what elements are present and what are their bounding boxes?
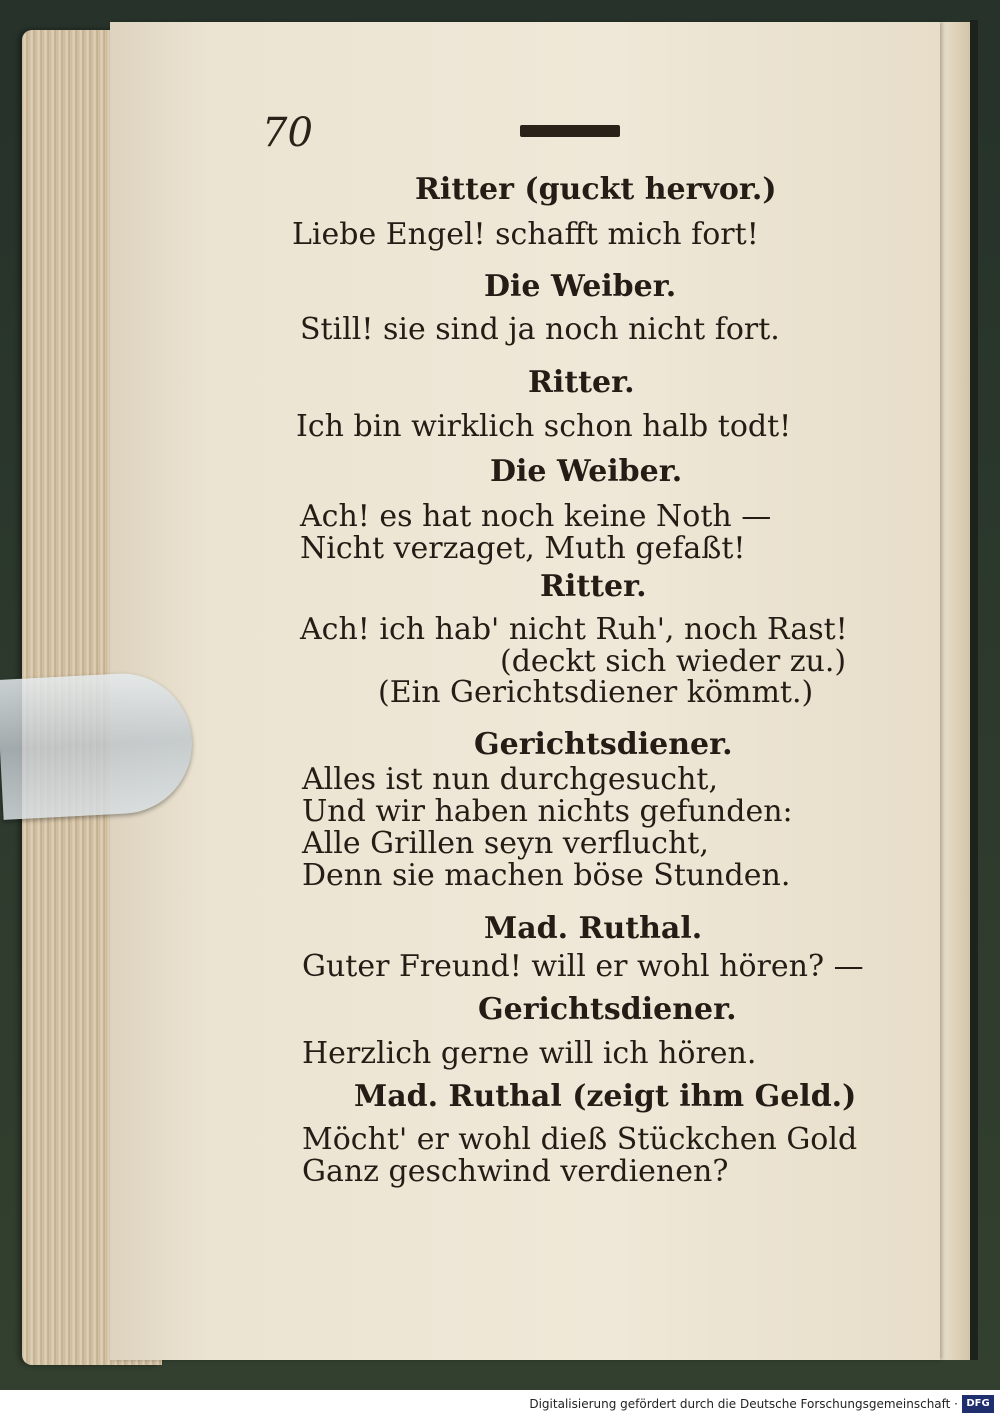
text-line: Alles ist nun durchgesucht, bbox=[302, 762, 719, 797]
text-line: (Ein Gerichtsdiener kömmt.) bbox=[378, 675, 814, 710]
text-line: Ritter. bbox=[528, 365, 635, 400]
book-cover-edge bbox=[970, 20, 978, 1360]
text-line: Mad. Ruthal. bbox=[484, 911, 703, 946]
text-line: Die Weiber. bbox=[484, 269, 677, 304]
text-line: Mad. Ruthal (zeigt ihm Geld.) bbox=[354, 1079, 857, 1114]
dfg-logo: DFG bbox=[962, 1395, 994, 1413]
text-line: (deckt sich wieder zu.) bbox=[500, 644, 847, 679]
footer-bar bbox=[0, 1390, 1000, 1418]
text-line: Ich bin wirklich schon halb todt! bbox=[296, 409, 792, 444]
page-number: 70 bbox=[262, 110, 313, 156]
text-line: Liebe Engel! schafft mich fort! bbox=[292, 217, 759, 252]
text-line: Guter Freund! will er wohl hören? — bbox=[302, 949, 864, 984]
text-line: Ach! ich hab' nicht Ruh', noch Rast! bbox=[300, 612, 848, 647]
text-line: Nicht verzaget, Muth gefaßt! bbox=[300, 531, 746, 566]
text-line: Ritter (guckt hervor.) bbox=[415, 172, 777, 207]
text-line: Ach! es hat noch keine Noth — bbox=[300, 499, 772, 534]
text-line: Gerichtsdiener. bbox=[474, 727, 733, 762]
text-line: Denn sie machen böse Stunden. bbox=[302, 858, 791, 893]
text-line: Die Weiber. bbox=[490, 454, 683, 489]
header-rule bbox=[520, 125, 620, 137]
funding-credit: Digitalisierung gefördert durch die Deutsche Forschungsgemeinschaft · bbox=[529, 1397, 958, 1411]
text-line: Ritter. bbox=[540, 569, 647, 604]
text-line: Herzlich gerne will ich hören. bbox=[302, 1036, 757, 1071]
text-line: Alle Grillen seyn verflucht, bbox=[302, 826, 709, 861]
text-line: Still! sie sind ja noch nicht fort. bbox=[300, 312, 780, 347]
text-line: Möcht' er wohl dieß Stückchen Gold bbox=[302, 1122, 858, 1157]
text-line: Und wir haben nichts gefunden: bbox=[302, 794, 793, 829]
page-holder-clip bbox=[0, 670, 195, 820]
text-line: Gerichtsdiener. bbox=[478, 992, 737, 1027]
text-line: Ganz geschwind verdienen? bbox=[302, 1154, 729, 1189]
